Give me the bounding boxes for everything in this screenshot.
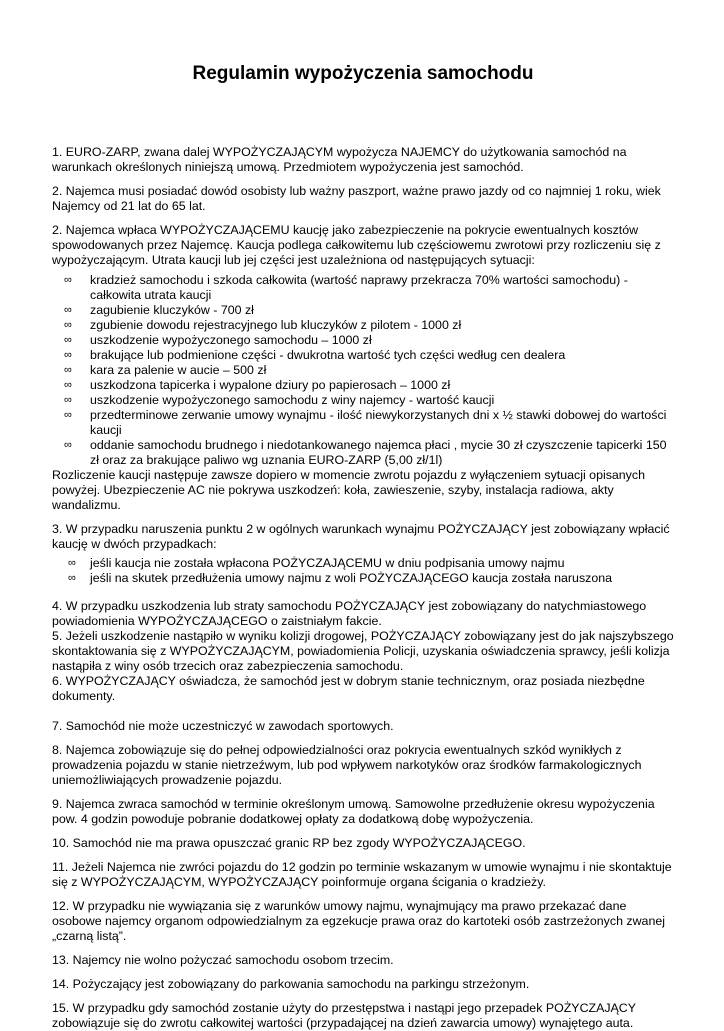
- paragraph-8: 8. Najemca zobowiązuje się do pełnej odpowiedzialności oraz pokrycia ewentualnych szkód wynikłych z prowadzenia pojazdu w stanie nietrzeźwym, lub pod wpływem narkotyków oraz środków farmakologicznych uniemożliwiających prowadzenie pojazdu.: [52, 743, 642, 787]
- paragraph-2a: 2. Najemca musi posiadać dowód osobisty lub ważny paszport, ważne prawo jazdy od co najmniej 1 roku, wiek Najemcy od 21 lat do 65 lat.: [52, 184, 661, 213]
- bullet-icon: ∞: [68, 557, 76, 569]
- paragraph-9: 9. Najemca zwraca samochód w terminie określonym umową. Samowolne przedłużenie okresu wypożyczenia pow. 4 godzin powoduje pobranie dodatkowej opłaty za dodatkową dobę wypożyczenia.: [52, 797, 655, 826]
- list-item: ∞ brakujące lub podmienione części - dwukrotna wartość tych części według cen dealera: [64, 348, 566, 362]
- deposit-loss-list: [52, 273, 674, 468]
- list-item: ∞ zgubienie dowodu rejestracyjnego lub kluczyków z pilotem - 1000 zł: [64, 318, 462, 332]
- bullet-icon: ∞: [64, 304, 72, 316]
- paragraph-13: 13. Najemcy nie wolno pożyczać samochodu osobom trzecim.: [52, 953, 394, 967]
- list-item: ∞ kara za palenie w aucie – 500 zł: [64, 363, 267, 377]
- paragraph-2c: Rozliczenie kaucji następuje zawsze dopiero w momencie zwrotu pojazdu z wyłączeniem sytuacji opisanych powyżej. Ubezpieczenie AC nie pokrywa uszkodzeń: koła, zawieszenie, szyby, instalacja radiowa, akty wandalizmu.: [52, 468, 645, 512]
- list-item: ∞ jeśli kaucja nie została wpłacona POŻYCZAJĄCEMU w dniu podpisania umowy najmu: [68, 556, 565, 570]
- list-item: ∞ jeśli na skutek przedłużenia umowy najmu z woli POŻYCZAJĄCEGO kaucja została naruszona: [68, 571, 613, 585]
- paragraph-14: 14. Pożyczający jest zobowiązany do parkowania samochodu na parkingu strzeżonym.: [52, 977, 530, 991]
- bullet-icon: ∞: [64, 274, 72, 286]
- deposit-cases-list: [52, 556, 674, 586]
- paragraph-6: 6. WYPOŻYCZAJĄCY oświadcza, że samochód jest w dobrym stanie technicznym, oraz posiada niezbędne dokumenty.: [52, 674, 645, 703]
- list-item: ∞ oddanie samochodu brudnego i niedotankowanego najemca płaci , mycie 30 zł czyszczenie tapicerki 150 zł oraz za brakujące paliwo wg uznania EURO-ZARP (5,00 zł/1l): [64, 438, 667, 467]
- bullet-icon: ∞: [64, 439, 72, 451]
- bullet-icon: ∞: [64, 409, 72, 421]
- paragraph-5: 5. Jeżeli uszkodzenie nastąpiło w wyniku kolizji drogowej, POŻYCZAJĄCY zobowiązany jest do jak najszybszego skontaktowania się z WYPOŻYCZAJĄCYM, powiadomienia Policji, uzyskania oświadczenia sprawcy, jeśli kolizja nastąpiła z winy osób trzecich oraz zabezpieczenia samochodu.: [52, 629, 674, 673]
- bullet-icon: ∞: [68, 572, 76, 584]
- paragraph-4: 4. W przypadku uszkodzenia lub straty samochodu POŻYCZAJĄCY jest zobowiązany do natychmiastowego powiadomienia WYPOŻYCZAJĄCEGO o zaistniałym fakcie.: [52, 599, 647, 628]
- paragraph-2b: 2. Najemca wpłaca WYPOŻYCZAJĄCEMU kaucję jako zabezpieczenie na pokrycie ewentualnych kosztów spowodowanych przez Najemcę. Kaucja podlega całkowitemu lub częściowemu zwrotowi przy rozliczeniu się z wypożyczającym. Utrata kaucji lub jej części jest uzależniona od następujących sytuacji:: [52, 223, 661, 267]
- paragraph-7: 7. Samochód nie może uczestniczyć w zawodach sportowych.: [52, 719, 394, 733]
- paragraph-10: 10. Samochód nie ma prawa opuszczać granic RP bez zgody WYPOŻYCZAJĄCEGO.: [52, 836, 526, 850]
- list-item: ∞ kradzież samochodu i szkoda całkowita (wartość naprawy przekracza 70% wartości samochodu) - całkowita utrata kaucji: [64, 273, 628, 302]
- paragraph-11: 11. Jeżeli Najemca nie zwróci pojazdu do 12 godzin po terminie wskazanym w umowie wynajmu i nie skontaktuje się z WYPOŻYCZAJĄCYM, WYPOŻYCZAJĄCY poinformuje organa ścigania o kradzieży.: [52, 860, 672, 889]
- paragraph-15: 15. W przypadku gdy samochód zostanie użyty do przestępstwa i nastąpi jego przepadek POŻYCZAJĄCY zobowiązuje się do zwrotu całkowitej wartości (przypadającej na dzień zawarcia umowy) wynajętego auta.: [52, 1001, 636, 1030]
- list-item: ∞ zagubienie kluczyków - 700 zł: [64, 303, 254, 317]
- bullet-icon: ∞: [64, 364, 72, 376]
- bullet-icon: ∞: [64, 349, 72, 361]
- bullet-icon: ∞: [64, 379, 72, 391]
- bullet-icon: ∞: [64, 319, 72, 331]
- paragraph-3: 3. W przypadku naruszenia punktu 2 w ogólnych warunkach wynajmu POŻYCZAJĄCY jest zobowiązany wpłacić kaucję w dwóch przypadkach:: [52, 522, 670, 551]
- bullet-icon: ∞: [64, 334, 72, 346]
- list-item: ∞ przedterminowe zerwanie umowy wynajmu - ilość niewykorzystanych dni x ½ stawki dobowej do wartości kaucji: [64, 408, 667, 437]
- list-item: ∞ uszkodzenie wypożyczonego samochodu – 1000 zł: [64, 333, 372, 347]
- list-item: ∞ uszkodzona tapicerka i wypalone dziury po papierosach – 1000 zł: [64, 378, 451, 392]
- paragraph-1: 1. EURO-ZARP, zwana dalej WYPOŻYCZAJĄCYM wypożycza NAJEMCY do użytkowania samochód na warunkach określonych niniejszą umową. Przedmiotem wypożyczenia jest samochód.: [52, 145, 627, 174]
- page-title: Regulamin wypożyczenia samochodu: [192, 63, 534, 84]
- list-item: ∞ uszkodzenie wypożyczonego samochodu z winy najemcy - wartość kaucji: [64, 393, 495, 407]
- paragraph-12: 12. W przypadku nie wywiązania się z warunków umowy najmu, wynajmujący ma prawo przekazać dane osobowe najemcy organom odpowiedzialnym za egzekucje prawa oraz do kartoteki osób zastrzeżonych zwanej „czarną listą”.: [52, 899, 665, 943]
- bullet-icon: ∞: [64, 394, 72, 406]
